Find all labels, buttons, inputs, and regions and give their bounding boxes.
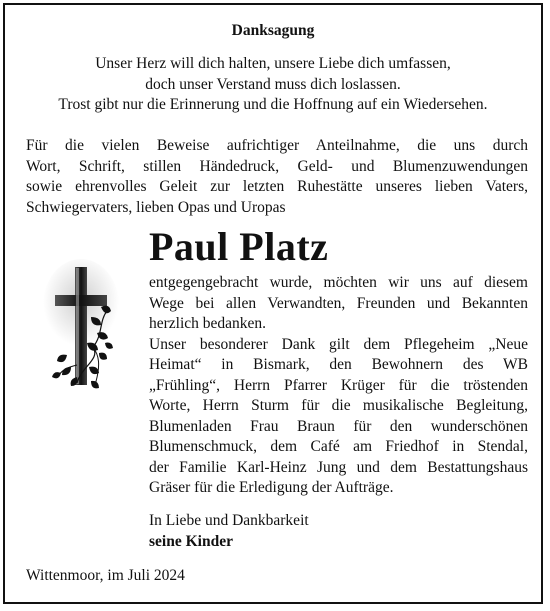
cross-with-ivy-icon: [41, 255, 131, 395]
poem-line: Unser Herz will dich halten, unsere Liebe dich umfassen,: [95, 55, 451, 72]
body-line: herzlich bedanken.: [149, 315, 267, 332]
notice-title: Danksagung: [231, 22, 315, 39]
intro-paragraph: [26, 136, 528, 218]
body-line: der Familie Karl-Heinz Jung und dem Bestattungshaus: [149, 458, 528, 476]
body-line: Unser besonderer Dank gilt dem Pflegeheim „Neue: [149, 335, 528, 353]
body-line: Blumenladen Frau Braun für den wunderschönen: [149, 417, 528, 435]
thanks-paragraph: [149, 273, 528, 499]
body-line: entgegengebracht wurde, möchten wir uns auf diesem: [149, 274, 528, 291]
intro-line: Für die vielen Beweise aufrichtiger Anteilnahme, die uns durch: [26, 137, 528, 154]
intro-line: sowie ehrenvolles Geleit zur letzten Ruhestätte unseres lieben Vaters,: [26, 178, 528, 195]
body-line: Heimat“ in Bismark, den Bewohnern des WB: [149, 356, 528, 373]
body-line: Worte, Herrn Sturm für die musikalische Begleitung,: [149, 397, 528, 414]
closing: [149, 511, 309, 552]
body-line: „Frühling“, Herrn Pfarrer Krüger für die tröstenden: [149, 376, 528, 394]
body-line: Blumenschmuck, dem Café am Friedhof in Stendal,: [149, 438, 528, 455]
body-line: Wege bei allen Verwandten, Freunden und Bekannten: [149, 294, 528, 312]
signature: seine Kinder: [149, 532, 233, 550]
closing-line: In Liebe und Dankbarkeit: [149, 512, 309, 529]
intro-line: Schwiegervaters, lieben Opas und Uropas: [26, 198, 286, 216]
intro-line: Wort, Schrift, stillen Händedruck, Geld- und Blumenzuwendungen: [26, 157, 528, 175]
body-line: Gräser für die Erledigung der Aufträge.: [149, 479, 394, 496]
obituary-card: [3, 3, 543, 604]
place-date: Wittenmoor, im Juli 2024: [26, 567, 185, 584]
poem-line: doch unser Verstand muss dich loslassen.: [145, 75, 401, 93]
deceased-name: Paul Platz: [149, 224, 329, 269]
poem: [5, 54, 541, 116]
poem-line: Trost gibt nur die Erinnerung und die Hoffnung auf ein Wiedersehen.: [58, 96, 488, 113]
